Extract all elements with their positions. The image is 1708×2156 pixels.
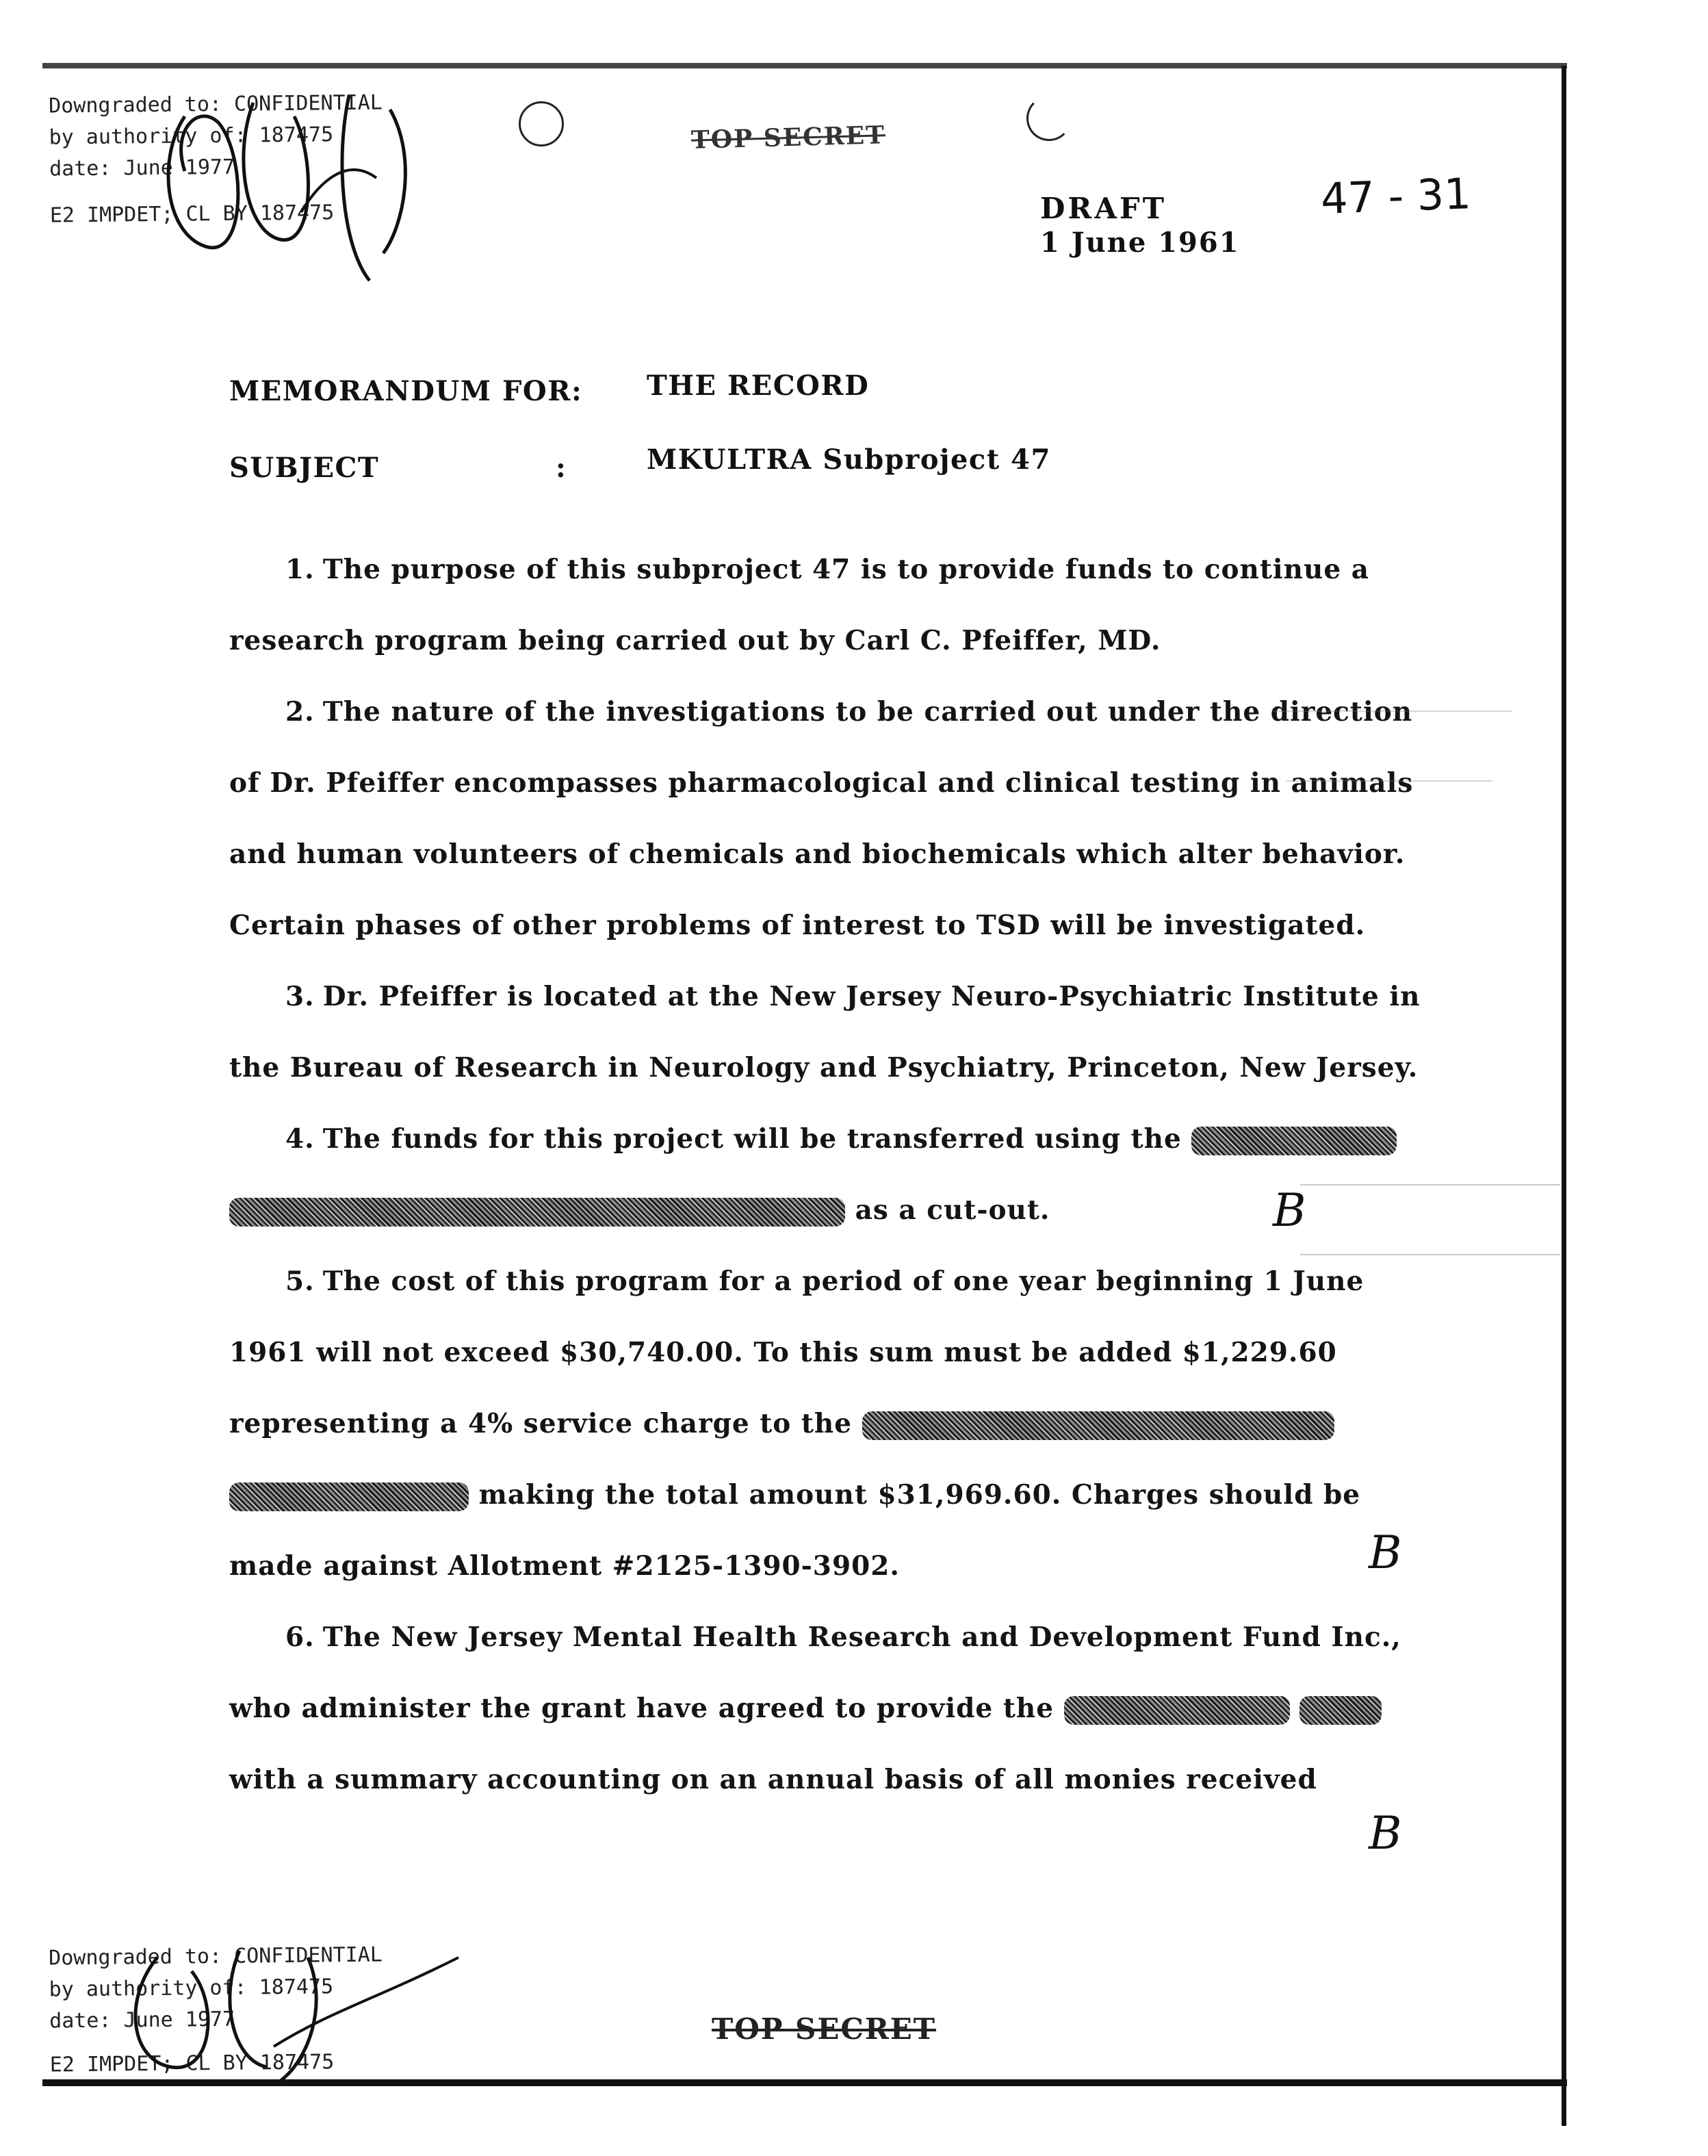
paragraph-text: The New Jersey Mental Health Research and Development Fund Inc., who administer the grant have agreed to provide the <box>229 1621 1401 1724</box>
stamp-line: E2 IMPDET; CL BY 187475 <box>49 2050 335 2077</box>
paragraph-text: with a summary accounting on an annual basis of all monies received <box>229 1764 1317 1795</box>
stamp-line: Downgraded to: CONFIDENTIAL <box>49 1942 383 1971</box>
handwritten-b-mark: B <box>1369 1807 1402 1860</box>
redaction-block <box>229 1198 845 1227</box>
paragraph-text: The cost of this program for a period of one year beginning 1 June 1961 will not exceed $30,740.00. To this sum must be added $1,229.60 representing a 4% service charge to the <box>229 1266 1364 1439</box>
handwritten-b-mark: B <box>1369 1526 1402 1579</box>
redaction-block <box>1064 1696 1290 1725</box>
punch-hole-icon <box>1026 96 1072 141</box>
paragraph-number: 1. <box>285 554 315 585</box>
scan-artifact-line <box>1300 1254 1560 1255</box>
scan-right-edge <box>1562 66 1566 2126</box>
scan-artifact-line <box>1273 710 1512 712</box>
redaction-block <box>229 1483 469 1511</box>
stamp-line: by authority of: 187475 <box>49 123 334 150</box>
paragraph-3 <box>229 961 1434 1103</box>
stamp-line: E2 IMPDET; CL BY 187475 <box>49 201 335 228</box>
paragraph-number: 5. <box>285 1266 315 1297</box>
handwritten-document-number: 47 - 31 <box>1319 168 1472 224</box>
stamp-line: Downgraded to: CONFIDENTIAL <box>48 90 383 118</box>
handwritten-signature-bottom <box>103 1930 486 2094</box>
subject-value: MKULTRA Subproject 47 <box>647 444 1051 476</box>
memo-for-label: MEMORANDUM FOR: <box>229 375 583 407</box>
paragraph-1 <box>229 534 1434 676</box>
redaction-block <box>1191 1127 1397 1155</box>
memo-body <box>229 534 1434 1815</box>
paragraph-number: 2. <box>285 696 315 728</box>
paragraph-text: The nature of the investigations to be carried out under the direction of Dr. Pfeiffer encompasses pharmacological and clinical testing in animals and human volunteers of chemicals and biochemicals which alter behavior. Certain phases of other problems of interest to TSD will be investigated. <box>229 696 1414 941</box>
stamp-line: by authority of: 187475 <box>49 1975 334 2002</box>
draft-label: DRAFT <box>1040 192 1167 225</box>
paragraph-2 <box>229 676 1434 961</box>
paragraph-text: making the total amount $31,969.60. Charges should be made against Allotment #2125-1390-3902. <box>229 1479 1361 1582</box>
punch-hole-icon <box>519 101 564 146</box>
paragraph-text: The purpose of this subproject 47 is to provide funds to continue a research program being carried out by Carl C. Pfeiffer, MD. <box>229 554 1370 656</box>
paragraph-5 <box>229 1246 1434 1602</box>
scan-artifact-line <box>1286 780 1492 782</box>
paragraph-number: 3. <box>285 981 315 1012</box>
paragraph-text: Dr. Pfeiffer is located at the New Jersey Neuro-Psychiatric Institute in the Bureau of Research in Neurology and Psychiatry, Princeton, New Jersey. <box>229 981 1421 1083</box>
draft-block <box>1040 192 1240 260</box>
scan-top-edge <box>42 63 1567 68</box>
classification-bottom: TOP SECRET <box>712 2012 936 2046</box>
paragraph-text: as a cut-out. <box>855 1194 1050 1226</box>
paragraph-number: 6. <box>285 1621 315 1653</box>
subject-label: SUBJECT <box>229 452 380 484</box>
scan-artifact-line <box>1300 1184 1560 1185</box>
subject-colon: : <box>556 452 567 484</box>
redaction-block <box>862 1411 1334 1440</box>
stamp-line: date: June 1977 <box>49 155 235 181</box>
handwritten-signature-top <box>144 75 445 294</box>
handwritten-b-mark: B <box>1273 1184 1306 1237</box>
paragraph-4 <box>229 1103 1434 1246</box>
stamp-line: date: June 1977 <box>49 2007 235 2033</box>
redaction-block <box>1299 1696 1382 1725</box>
memo-for-value: THE RECORD <box>647 370 870 402</box>
paragraph-6 <box>229 1602 1434 1815</box>
paragraph-number: 4. <box>285 1123 315 1155</box>
draft-date: 1 June 1961 <box>1040 227 1240 259</box>
classification-top: TOP SECRET <box>690 120 886 155</box>
paragraph-text: The funds for this project will be transferred using the <box>322 1123 1182 1155</box>
